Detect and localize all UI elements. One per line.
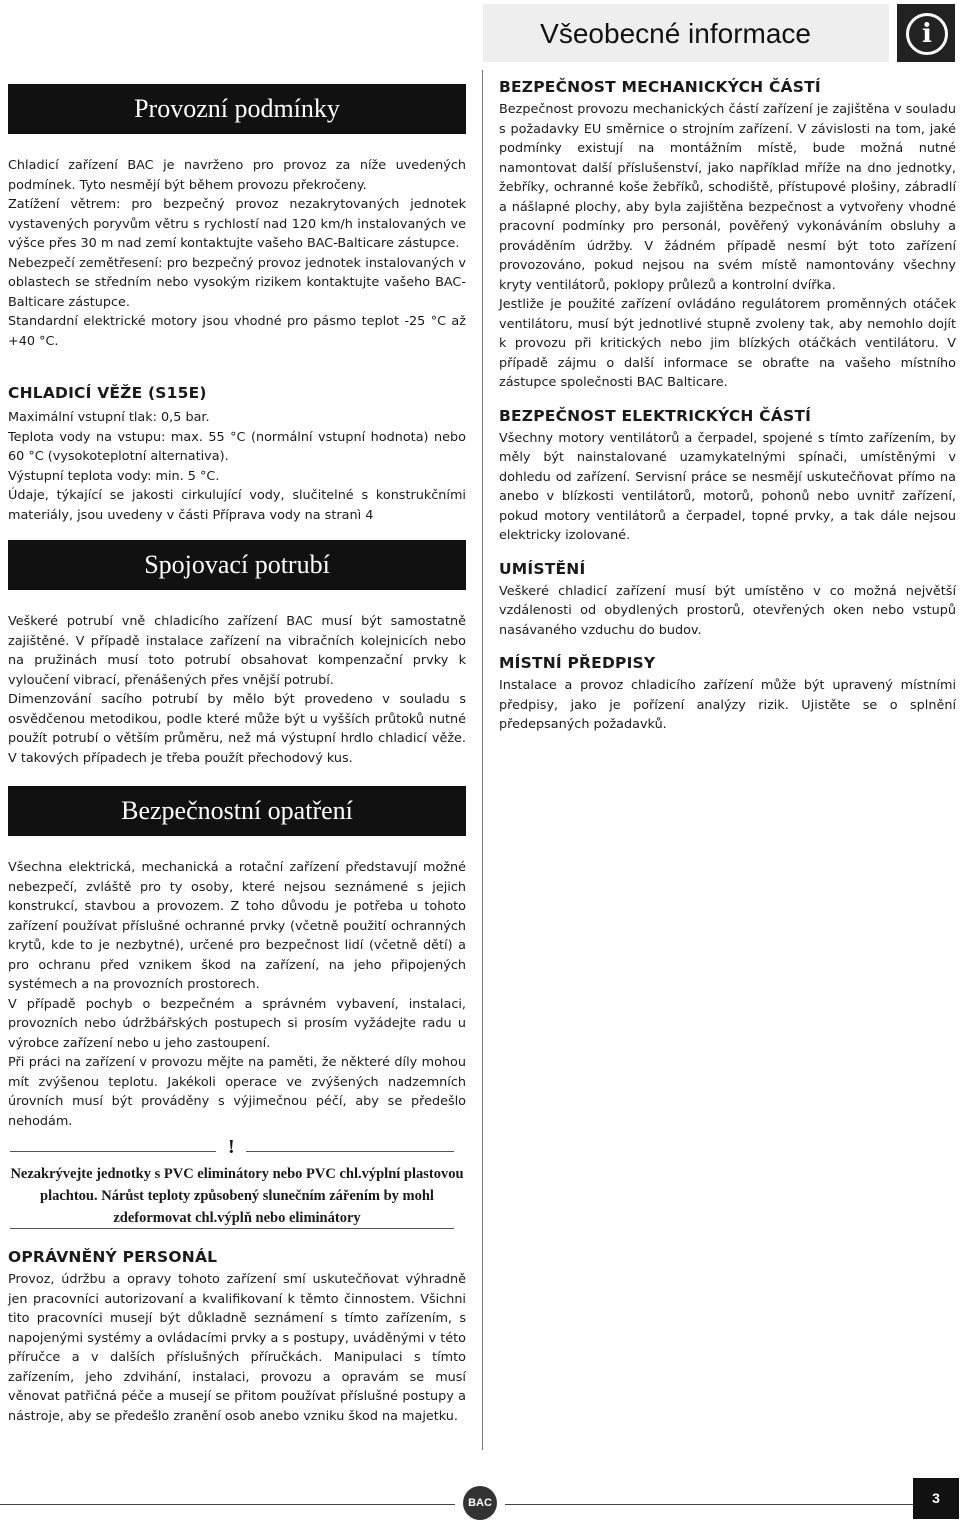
paragraph: Standardní elektrické motory jsou vhodné pro pásmo teplot -25 °C až +40 °C. <box>8 314 466 349</box>
column-divider <box>482 70 483 1450</box>
paragraph: Všechna elektrická, mechanická a rotační zařízení představují možné nebezpečí, zvláště pro ty osoby, které nejsou seznámené s jejich konstrukcí, stavbou a provozem. Z toho důvodu je potřeba u tohoto zařízení používat příslušné ochranné prvky (včetně použití ochranných krytů, kde to je nezbytné), určené pro bezpečnost lidí (včetně dětí) a pro ochranu před vznikem škod na zařízení, na jeho připojených systémech a na provozních prostorech. <box>8 860 466 992</box>
spec-line: Maximální vstupní tlak: 0,5 bar. <box>8 410 210 425</box>
section-banner-provozni: Provozní podmínky <box>8 84 466 134</box>
paragraph: Provoz, údržbu a opravy tohoto zařízení smí uskutečňovat výhradně jen pracovníci autorizovaní a kvalifikovaní k těmto činnostem. Všichni tito pracovníci musejí být důkladně seznámení s tímto zařízením, s napojenými systémy a ovládacími prvky a s postupy, uváděnými v této příručce a v dalších příslušných příručkách. Manipulaci s tímto zařízením, jeho zdvihání, instalaci, provozu a opravám se musí věnovat patřičná péče a musejí se přitom používat příslušné postupy a nástroje, aby se předešlo zranění osob anebo vzniku škod na majetku. <box>8 1272 466 1424</box>
paragraph: Veškeré chladicí zařízení musí být umístěno v co možná největší vzdálenosti od obydlených prostorů, otevřených oken nebo vstupů nasávaného vzduchu do budov. <box>499 583 956 638</box>
warning-rule-right <box>246 1151 454 1152</box>
bezpecnostni-body <box>8 858 466 1131</box>
paragraph: Veškeré potrubí vně chladicího zařízení BAC musí být samostatně zajištěné. V případě instalace zařízení na vibračních kolejnicích nebo na pružinách musí toto potrubí obsahovat kompenzační prvky k vyloučení vibrací, přenášených přes vnější potrubí. <box>8 614 466 688</box>
spec-line: Údaje, týkající se jakosti cirkulující vody, slučitelné s konstrukčními materiály, jsou uvedeny v části Příprava vody na stranì 4 <box>8 488 466 523</box>
section-heading: CHLADICÍ VĚŽE (S15E) <box>8 384 207 402</box>
paragraph: Zatížení větrem: pro bezpečný provoz nezakrytovaných jednotek vystavených poryvům větru s rychlostí nad 120 km/h instalovaných ve výšce přes 30 m nad zemí kontaktujte vašeho BAC-Balticare zástupce. <box>8 197 466 251</box>
warning-rule-bottom <box>10 1228 454 1229</box>
paragraph: Všechny motory ventilátorů a čerpadel, spojené s tímto zařízením, by měly být nainstalované uzamykatelnými spínači, umístěnými v dohledu od zařízení. Servisní práce se nesmějí uskutečňovat přímo na anebo v blízkosti ventilátorů, motorů, pohonů nebo uvnitř zařízení, pokud motory ventilátorů a čerpadel, topné prvky, a tak dále nejsou elektricky izolované. <box>499 430 956 543</box>
provozni-body <box>8 156 466 351</box>
info-icon: i <box>897 4 955 62</box>
right-column <box>499 78 956 735</box>
bac-logo: BAC <box>463 1486 497 1520</box>
paragraph: Dimenzování sacího potrubí by mělo být provedeno v souladu s osvědčenou metodikou, podle které může být u vyšších průtoků nutné použít potrubí o větším průměru, než má výstupní hrdlo chladicí věže. V takových případech je třeba použít přechodový kus. <box>8 692 466 766</box>
paragraph: Chladicí zařízení BAC je navrženo pro provoz za níže uvedených podmínek. Tyto nesmějí být během provozu překročeny. <box>8 158 466 193</box>
header-band <box>483 4 889 62</box>
spojovaci-body <box>8 612 466 768</box>
paragraph: Instalace a provoz chladicího zařízení může být upravený místními předpisy, jako je pořízení analýzy rizik. Ujistěte se o splnění předepsaných požadavků. <box>499 678 956 732</box>
paragraph: Nebezpečí zemětřesení: pro bezpečný provoz jednotek instalovaných v oblastech se středním nebo vysokým rizikem kontaktujte vašeho BAC-Balticare zástupce. <box>8 255 466 310</box>
section-heading: OPRÁVNĚNÝ PERSONÁL <box>8 1248 218 1266</box>
chladici-veze-section <box>8 384 466 525</box>
section-heading: BEZPEČNOST MECHANICKÝCH ČÁSTÍ <box>499 78 821 96</box>
section-heading: BEZPEČNOST ELEKTRICKÝCH ČÁSTÍ <box>499 406 812 425</box>
section-banner-spojovaci: Spojovací potrubí <box>8 540 466 590</box>
footer-rule-right <box>505 1504 913 1505</box>
page-header-title: Všeobecné informace <box>540 18 811 49</box>
paragraph: Při práci na zařízení v provozu mějte na paměti, že některé díly mohou mít zvýšenou teplotu. Jakékoli operace ve zvýšených nadzemních úrovních musí být prováděny s výjimečnou péčí, aby se předešlo nehodám. <box>8 1055 466 1129</box>
section-heading: UMÍSTĚNÍ <box>499 559 586 578</box>
warning-rule-left <box>10 1151 216 1152</box>
paragraph: Jestliže je použité zařízení ovládáno regulátorem proměnných otáček ventilátoru, musí být jednotlivé stupně zvoleny tak, aby nemohlo dojít k provozu při kritických nebo jim blízkých otáčkách ventilátoru. V případě zájmu o další informace se obraťte na vašeho místního zástupce společnosti BAC Balticare. <box>499 297 956 390</box>
spec-line: Teplota vody na vstupu: max. 55 °C (normální vstupní hodnota) nebo 60 °C (vysokoteplotní alternativa). <box>8 429 466 464</box>
paragraph: V případě pochyb o bezpečném a správném vybavení, instalaci, provozních nebo údržbářských postupech si prosím vyžádejte radu u výrobce zařízení nebo u jeho zastoupení. <box>8 996 466 1051</box>
section-heading: MÍSTNÍ PŘEDPISY <box>499 654 656 672</box>
opravneny-section <box>8 1248 466 1426</box>
warning-exclamation-icon: ! <box>228 1136 235 1158</box>
section-banner-bezpecnostni: Bezpečnostní opatření <box>8 786 466 836</box>
footer-rule-left <box>0 1504 455 1505</box>
warning-text: Nezakrývejte jednotky s PVC eliminátory nebo PVC chl.výplní plastovou plachtou. Nárůst teploty způsobený slunečním zářením by mohl zdeformovat chl.výplň nebo eliminátory <box>10 1166 464 1226</box>
spec-line: Výstupní teplota vody: min. 5 °C. <box>8 468 220 484</box>
page-number: 3 <box>913 1478 959 1519</box>
paragraph: Bezpečnost provozu mechanických částí zařízení je zajištěna v souladu s požadavky EU směrnice o strojním zařízení. V závislosti na tom, jaké podmínky existují na montážním místě, bude možná nutné namontovat další příslušenství, jako například mříže na dno jednotky, žebříky, ochranné koše žebříků, schodiště, přístupové plošiny, zábradlí a nášlapné plochy, aby byla zajištěna bezpečnost a vytvořeny vhodné pracovní podmínky pro personál, pověřený vykonáváním obsluhy a prováděním údržby. V žádném případě nesmí být toto zařízení provozováno, pokud nejsou na svém místě namontovány všechny kryty ventilátorů, poklopy průlezů a kontrolní dvířka. <box>499 102 956 293</box>
